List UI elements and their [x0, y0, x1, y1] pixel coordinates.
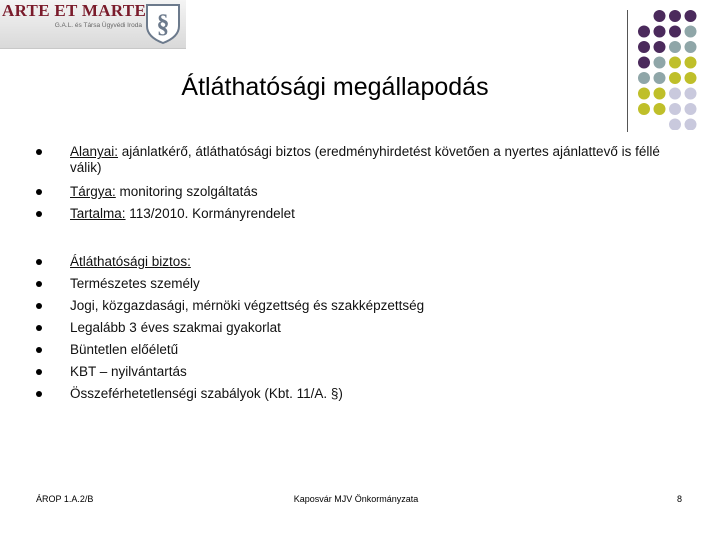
item-text: Jogi, közgazdasági, mérnöki végzettség és szakképzettség	[70, 298, 425, 313]
item-text: KBT – nyilvántartás	[70, 364, 187, 379]
bullet-icon	[36, 189, 42, 195]
decorative-dot	[669, 10, 681, 22]
logo-name: ARTE ET MARTE	[2, 1, 147, 20]
decorative-dot	[638, 26, 650, 38]
decorative-dot	[669, 119, 681, 131]
footer-center	[0, 494, 720, 504]
decorative-dot	[638, 41, 650, 53]
decorative-dot	[654, 103, 666, 115]
bullet-icon	[36, 149, 42, 155]
firm-logo	[0, 0, 186, 49]
decorative-dot	[654, 26, 666, 38]
decorative-dot-grid	[636, 8, 716, 130]
bullet-icon	[36, 259, 42, 265]
decorative-dot	[685, 10, 697, 22]
logo-subtitle: G.A.L. és Társa Ügyvédi Iroda	[54, 22, 142, 29]
vertical-divider	[627, 10, 628, 132]
item-text: Büntetlen előéletű	[70, 342, 179, 357]
decorative-dot	[638, 103, 650, 115]
decorative-dot	[669, 41, 681, 53]
svg-text:§: §	[156, 9, 170, 38]
bullet-icon	[36, 369, 42, 375]
footer-center-text: Kaposvár MJV Önkormányzata	[293, 494, 419, 504]
decorative-dot	[654, 10, 666, 22]
item-text: ajánlatkérő, átláthatósági biztos (eredményhirdetést követően a nyertes ajánlattevő is féllé válik)	[70, 144, 660, 175]
footer-left: ÁROP 1.A.2/B	[36, 494, 94, 504]
paragraph-seal-icon	[144, 2, 182, 44]
bullet-icon	[36, 391, 42, 397]
bullet-icon	[36, 347, 42, 353]
item-text: Legalább 3 éves szakmai gyakorlat	[70, 320, 281, 335]
decorative-dot	[685, 103, 697, 115]
decorative-dot	[685, 41, 697, 53]
decorative-dot	[685, 88, 697, 100]
decorative-dot	[654, 57, 666, 69]
item-label: Átláthatósági biztos:	[70, 254, 191, 269]
decorative-dot	[685, 119, 697, 131]
decorative-dot	[669, 103, 681, 115]
item-text: Összeférhetetlenségi szabályok (Kbt. 11/A. §)	[70, 386, 343, 401]
decorative-dot	[669, 88, 681, 100]
item-label: Tárgya:	[70, 184, 116, 199]
page-number: 8	[676, 494, 682, 504]
bullet-icon	[36, 211, 42, 217]
decorative-dot	[685, 72, 697, 84]
item-text: Természetes személy	[70, 276, 200, 291]
bullet-icon	[36, 325, 42, 331]
bullet-icon	[36, 281, 42, 287]
item-text: 113/2010. Kormányrendelet	[125, 206, 295, 221]
decorative-dot	[669, 72, 681, 84]
decorative-dot	[669, 26, 681, 38]
item-text: monitoring szolgáltatás	[115, 184, 258, 199]
decorative-dot	[654, 41, 666, 53]
page-title: Átláthatósági megállapodás	[181, 73, 489, 101]
decorative-dot	[638, 57, 650, 69]
item-label: Alanyai:	[70, 144, 119, 159]
decorative-dot	[685, 57, 697, 69]
bullet-icon	[36, 303, 42, 309]
item-label: Tartalma:	[70, 206, 126, 221]
decorative-dot	[685, 26, 697, 38]
decorative-dot	[669, 57, 681, 69]
